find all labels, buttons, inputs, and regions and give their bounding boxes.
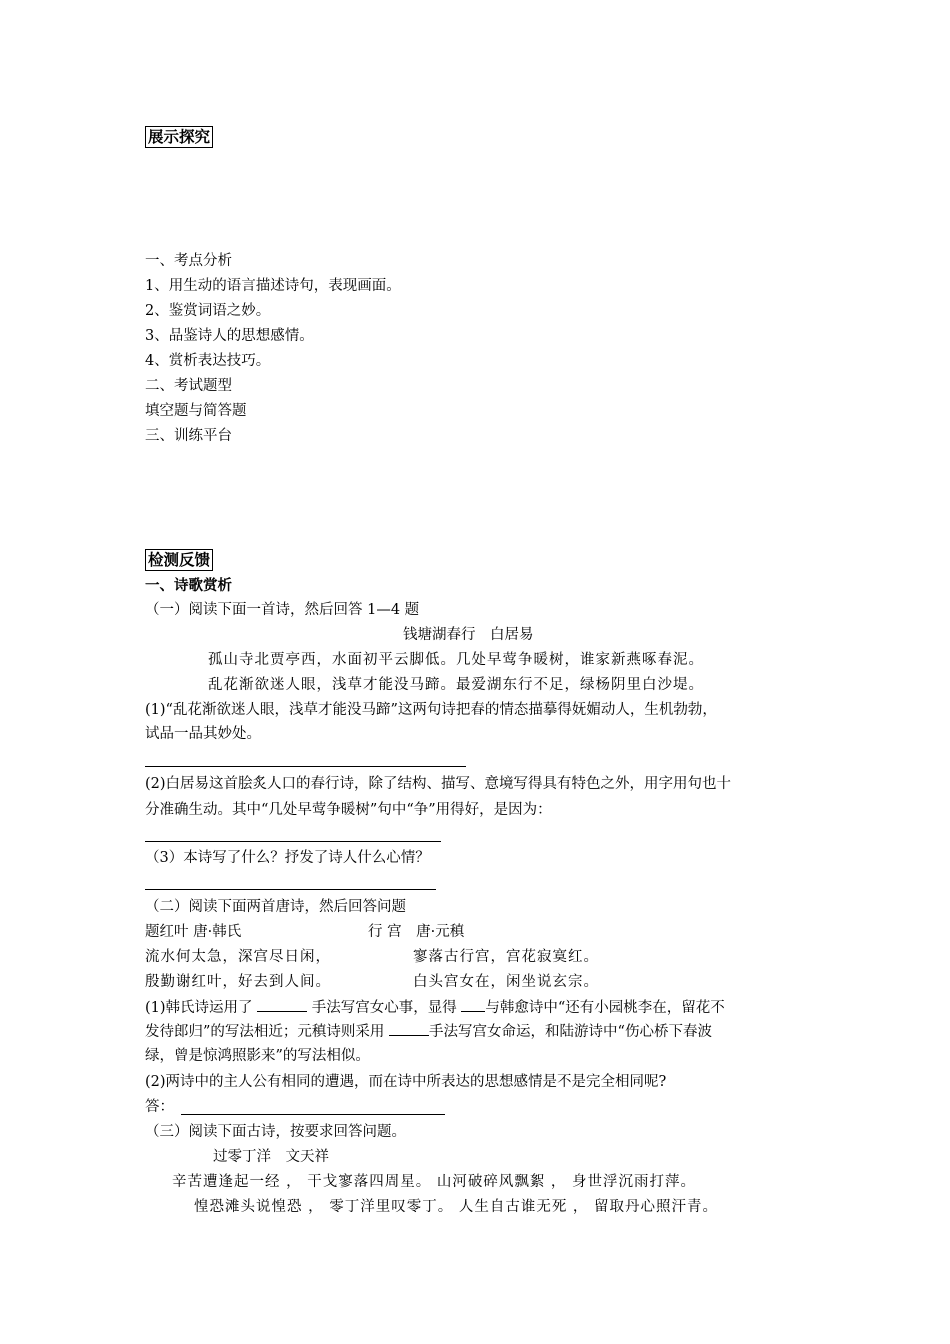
question-intro: （三）阅读下面古诗，按要求回答问题。 [145,1124,406,1140]
outline-item: 1、用生动的语言描述诗句，表现画面。 [145,278,401,294]
section-heading-feedback: 检测反馈 [145,549,213,571]
answer-line[interactable] [181,1114,445,1115]
outline-item: 3、品鉴诗人的思想感情。 [145,328,314,344]
question-fragment: 手法写宫女心事，显得 [311,1000,457,1016]
outline-item: 三、训练平台 [145,428,232,444]
poem-line: 辛苦遭逢起一经 ， 干戈寥落四周星。 山河破碎风飘絮 ， 身世浮沉雨打萍。 [172,1174,697,1190]
question-text [145,997,725,1018]
poem-line: 寥落古行宫，宫花寂寞红。 [413,949,599,965]
question-fragment: 与韩愈诗中“还有小园桃李在，留花不 [485,1000,725,1016]
question-intro: （二）阅读下面两首唐诗，然后回答问题 [145,899,406,915]
poem-line: 殷勤谢红叶，好去到人间。 [145,974,331,990]
question-fragment: 发待郎归”的写法相近；元稹诗则采用 [145,1024,385,1040]
poem-title: 钱塘湖春行 白居易 [403,627,534,643]
outline-item: 一、考点分析 [145,253,232,269]
poem-line: 流水何太急，深宫尽日闲， [145,949,331,965]
poem-line: 乱花渐欲迷人眼，浅草才能没马蹄。最爱湖东行不足，绿杨阴里白沙堤。 [208,677,704,693]
question-text: 分准确生动。其中“几处早莺争暖树”句中“争”用得好，是因为： [145,802,552,818]
poem-line: 惶恐滩头说惶恐 ， 零丁洋里叹零丁。 人生自古谁无死 ， 留取丹心照汗青。 [194,1199,719,1215]
poem-title: 行 宫 唐·元稹 [368,924,465,940]
question-text: (2)两诗中的主人公有相同的遭遇，而在诗中所表达的思想感情是不是完全相同呢? [145,1074,667,1090]
section-heading-display: 展示探究 [145,126,213,148]
outline-item: 4、赏析表达技巧。 [145,353,271,369]
question-fragment: 手法写宫女命运，和陆游诗中“伤心桥下春波 [429,1024,712,1040]
poem-line: 孤山寺北贾亭西，水面初平云脚低。几处早莺争暖树，谁家新燕啄春泥。 [208,652,704,668]
outline-item: 二、考试题型 [145,378,232,394]
question-text: （3）本诗写了什么？抒发了诗人什么心情？ [145,850,430,866]
poem-title: 题红叶 唐·韩氏 [145,924,242,940]
answer-line[interactable] [145,841,441,842]
outline-item: 填空题与简答题 [145,403,247,419]
question-intro: （一）阅读下面一首诗，然后回答 1—4 题 [145,602,420,618]
part-title: 一、诗歌赏析 [145,578,232,594]
question-text: (2)白居易这首脍炙人口的春行诗，除了结构、描写、意境写得具有特色之外，用字用句也十 [145,776,732,792]
poem-title: 过零丁洋 文天祥 [213,1149,329,1165]
outline-item: 2、鉴赏词语之妙。 [145,303,271,319]
fill-blank[interactable] [389,1021,429,1036]
question-text [145,1021,712,1042]
fill-blank[interactable] [257,997,307,1012]
question-text: (1)“乱花渐欲迷人眼，浅草才能没马蹄”这两句诗把春的情态描摹得妩媚动人，生机勃勃， [145,702,717,718]
question-fragment: (1)韩氏诗运用了 [145,1000,253,1016]
question-text: 绿，曾是惊鸿照影来”的写法相似。 [145,1048,370,1064]
fill-blank[interactable] [461,997,485,1012]
answer-label: 答： [145,1099,174,1115]
poem-line: 白头宫女在，闲坐说玄宗。 [413,974,599,990]
answer-line[interactable] [145,766,466,767]
answer-line[interactable] [145,889,436,890]
question-text: 试品一品其妙处。 [145,726,261,742]
